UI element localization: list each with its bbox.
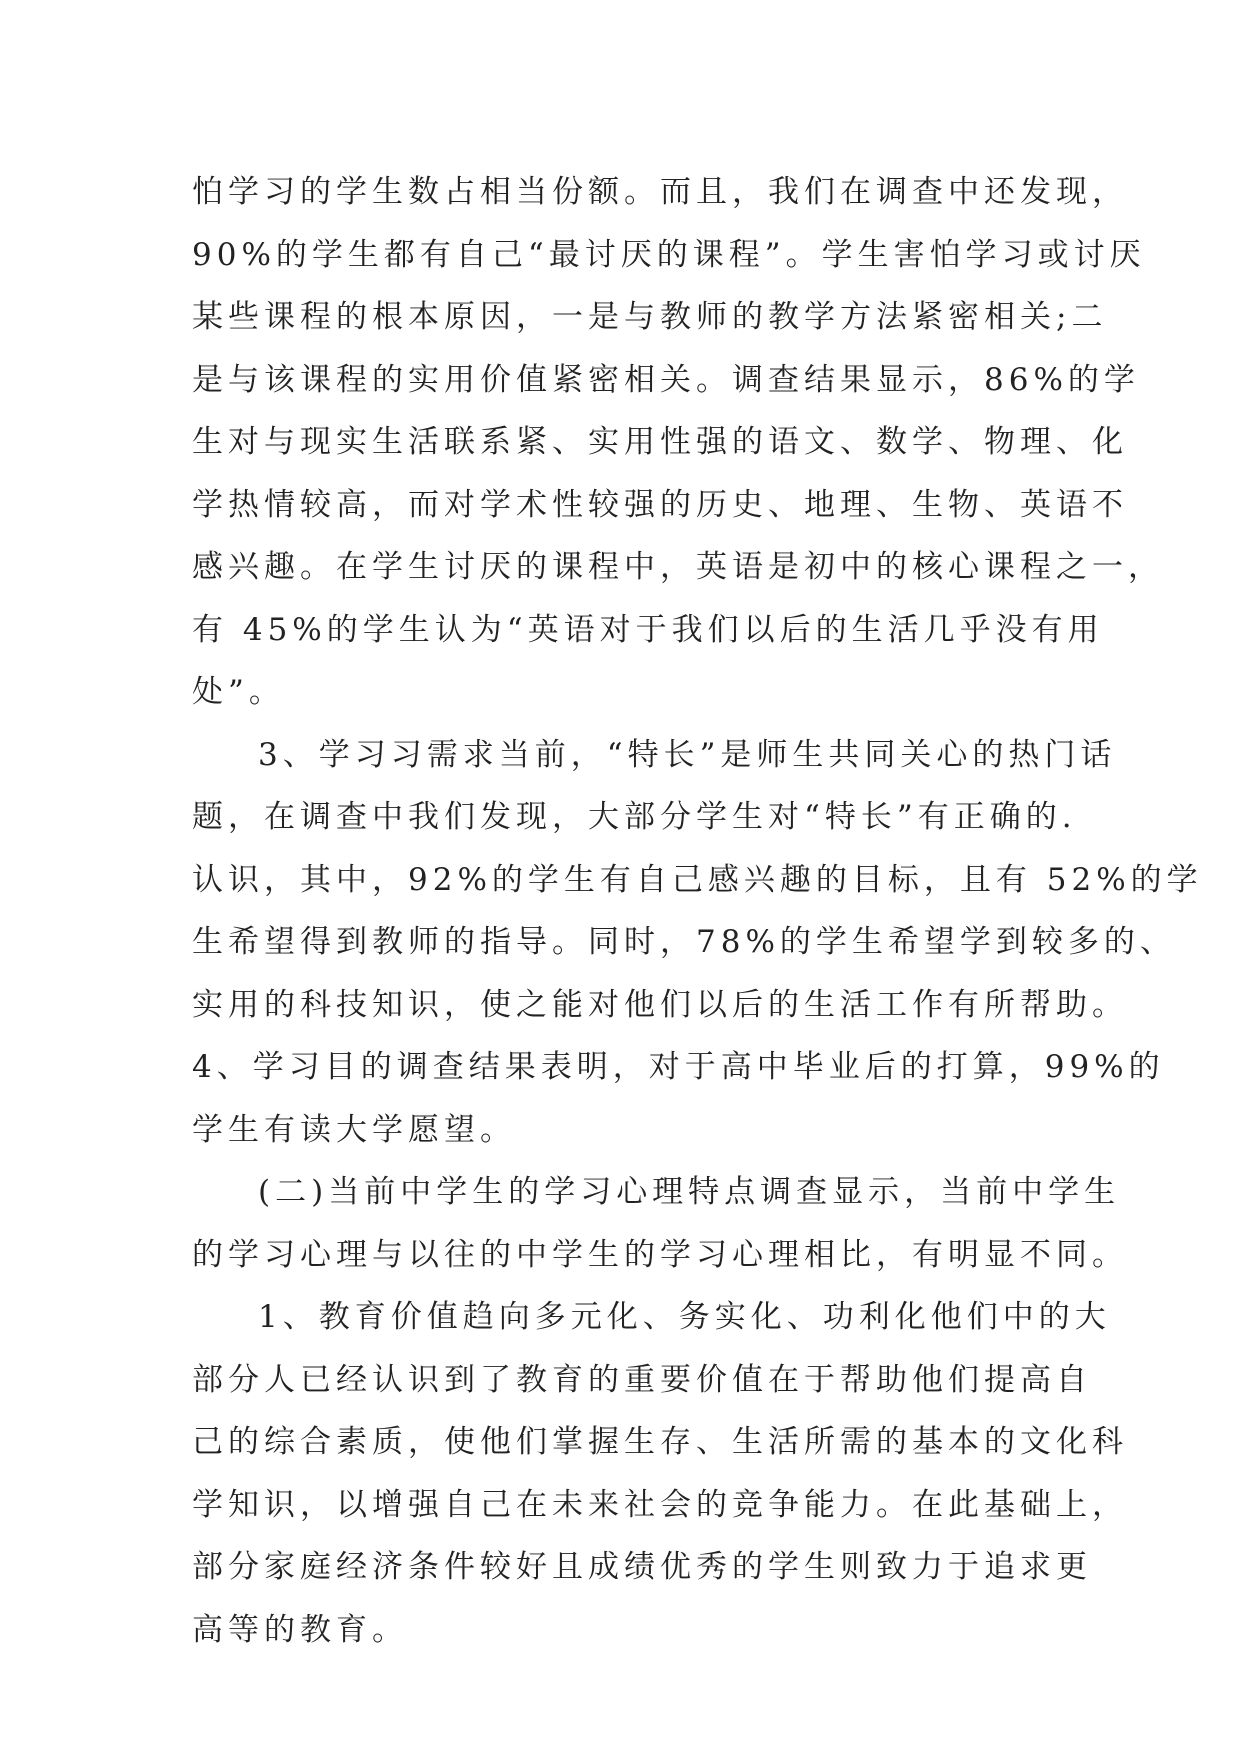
text-line: 90%的学生都有自己“最讨厌的课程”。学生害怕学习或讨厌 — [192, 236, 1146, 273]
text-line: 4、学习目的调查结果表明，对于高中毕业后的打算，99%的 — [192, 1049, 1165, 1085]
text-line: 处”。 — [192, 674, 285, 710]
text-line: 是与该课程的实用价值紧密相关。调查结果显示，86%的学 — [192, 361, 1140, 398]
text-line: 部分家庭经济条件较好且成绩优秀的学生则致力于追求更 — [192, 1549, 1092, 1585]
text-line: 生希望得到教师的指导。同时，78%的学生希望学到较多的、 — [192, 924, 1176, 960]
paragraph-start-line: 1、教育价值趋向多元化、务实化、功利化他们中的大 — [258, 1299, 1111, 1335]
text-line: 实用的科技知识，使之能对他们以后的生活工作有所帮助。 — [192, 986, 1128, 1023]
text-line: 感兴趣。在学生讨厌的课程中，英语是初中的核心课程之一， — [192, 549, 1164, 585]
text-line: 己的综合素质，使他们掌握生存、生活所需的基本的文化科 — [192, 1424, 1128, 1460]
text-line: 学生有读大学愿望。 — [192, 1111, 516, 1148]
text-line: 认识，其中，92%的学生有自己感兴趣的目标，且有 52%的学 — [192, 861, 1203, 898]
text-line: 怕学习的学生数占相当份额。而且，我们在调查中还发现， — [192, 174, 1128, 210]
text-line: 高等的教育。 — [192, 1611, 408, 1648]
text-line: 生对与现实生活联系紧、实用性强的语文、数学、物理、化 — [192, 424, 1128, 460]
text-line: 某些课程的根本原因，一是与教师的教学方法紧密相关;二 — [192, 299, 1108, 335]
text-line: 学知识，以增强自己在未来社会的竞争能力。在此基础上， — [192, 1486, 1128, 1523]
paragraph-start-line: 3、学习习需求当前，“特长”是师生共同关心的热门话 — [258, 736, 1117, 773]
text-line: 部分人已经认识到了教育的重要价值在于帮助他们提高自 — [192, 1361, 1092, 1398]
text-line: 的学习心理与以往的中学生的学习心理相比，有明显不同。 — [192, 1236, 1128, 1273]
body-text — [192, 161, 1203, 1661]
text-line: 题，在调查中我们发现，大部分学生对“特长”有正确的. — [192, 799, 1077, 835]
paragraph-start-line: (二)当前中学生的学习心理特点调查显示，当前中学生 — [258, 1174, 1121, 1210]
text-line: 有 45%的学生认为“英语对于我们以后的生活几乎没有用 — [192, 611, 1104, 648]
text-line: 学热情较高，而对学术性较强的历史、地理、生物、英语不 — [192, 486, 1128, 523]
